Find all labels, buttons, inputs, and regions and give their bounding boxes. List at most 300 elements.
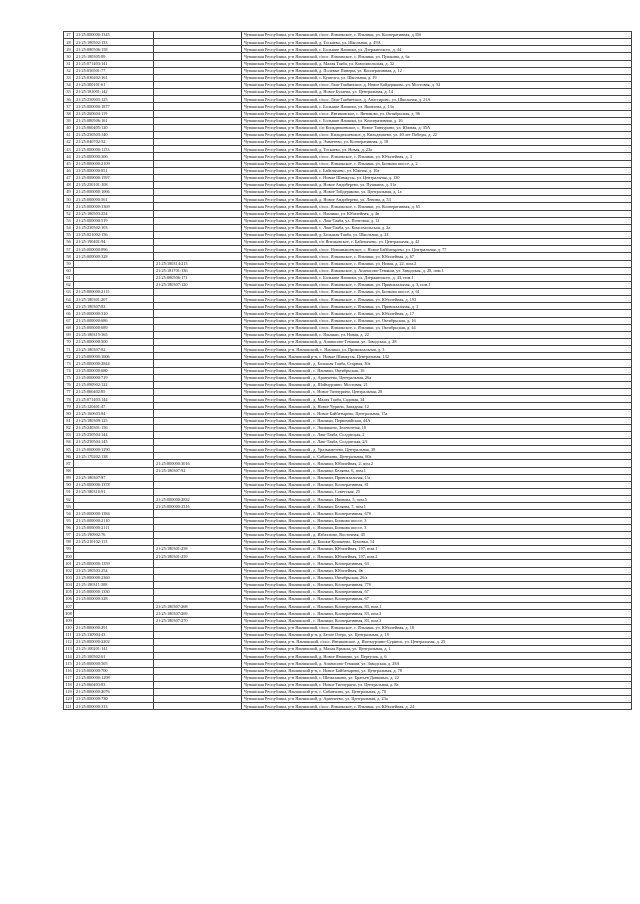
table-row [64, 117, 632, 124]
table-row [64, 446, 632, 453]
table-row [64, 196, 632, 203]
table-row [64, 681, 632, 688]
premises-cadastral-number-cell [154, 160, 242, 167]
address-cell: Чувашская Республика, р-н Яльчикский, с/пос. Яльчикское, с. Яльчики, ул. Кооперативная, д. 65 [242, 203, 632, 210]
address-cell: Чувашская Республика, р-н. Яльчикский, с/пос. Янтиковское, д. Иштмурзино-Суринск, ул. Центральная, д. 25 [242, 638, 632, 645]
address-cell: Чувашская Республика, Яльчикский , с. Яльчики, Советская, 25 [242, 489, 632, 496]
premises-cadastral-number-cell [154, 181, 242, 188]
cadastral-number-cell: 21:25:160603:84 [74, 410, 154, 417]
row-number-cell: 56 [64, 239, 74, 246]
premises-cadastral-number-cell [154, 417, 242, 424]
cadastral-number-cell: 21:25:000000:1606 [74, 353, 154, 360]
premises-cadastral-number-cell [154, 560, 242, 567]
cadastral-number-cell: 21:25:000000:313 [74, 703, 154, 710]
cadastral-number-cell: 21:25:080506:161 [74, 117, 154, 124]
cadastral-number-cell: 21:25:180503:254 [74, 210, 154, 217]
row-number-cell: 50 [64, 196, 74, 203]
row-number-cell: 98 [64, 538, 74, 545]
row-number-cell: 82 [64, 424, 74, 431]
row-number-cell: 49 [64, 189, 74, 196]
address-cell: Чувашская Республика, р-н Яльчикский, с/пос. Яльчикское, с. Яльчики, ул. Октябрьская, д. 44 [242, 324, 632, 331]
cadastral-number-cell: 21:25:000000:2844 [74, 360, 154, 367]
cadastral-number-cell: 21:25:000000:1330 [74, 588, 154, 595]
row-number-cell: 114 [65, 653, 72, 659]
table-row [64, 203, 632, 210]
row-number-cell: 58 [64, 253, 74, 260]
row-number-cell: 68 [64, 324, 74, 331]
cadastral-number-cell: 21:25:000000:2115 [74, 289, 154, 296]
table-row [64, 239, 632, 246]
premises-cadastral-number-cell [154, 196, 242, 203]
table-row [64, 246, 632, 253]
row-number-cell: 71 [64, 346, 74, 353]
premises-cadastral-number-cell [154, 446, 242, 453]
address-cell: Чувашская Республика, Яльчикский р-н, с. Новое Байбатырево, ул. Центральная, д. 78 [242, 667, 632, 674]
cadastral-number-cell: 21:25:130904:43 [74, 631, 154, 638]
row-number-cell: 93 [64, 503, 74, 510]
premises-cadastral-number-cell [154, 374, 242, 381]
table-row [64, 224, 632, 231]
table-row [64, 81, 632, 88]
cadastral-number-cell: 21:25:000000:1290 [74, 446, 154, 453]
cadastral-number-cell: 21:25:071403:144 [74, 396, 154, 403]
cadastral-number-cell: 21:25:170202:138 [74, 453, 154, 460]
premises-cadastral-number-cell [154, 674, 242, 681]
cadastral-number-cell: 21:25:180307:82 [74, 346, 154, 353]
premises-cadastral-number-cell [154, 39, 242, 46]
row-number-cell: 48 [64, 181, 74, 188]
row-number-cell: 108 [65, 610, 72, 616]
table-row [64, 60, 632, 67]
row-number-cell: 45 [64, 160, 74, 167]
address-cell: Чувашская Республика, р-н Яльчикский, с/пос. Кильдюшевское, д. Кильдюшево, ул. 40 лет Победы, д. 22 [242, 131, 632, 138]
cadastral-number-cell: 21:25:000000:291 [74, 624, 154, 631]
table-row [64, 253, 632, 260]
row-number-cell: 113 [65, 646, 72, 652]
cadastral-number-cell: 21:25:300101:61 [74, 81, 154, 88]
table-row [64, 389, 632, 396]
table-row [64, 124, 632, 131]
row-number-cell: 87 [64, 460, 74, 467]
table-row [64, 510, 632, 517]
address-cell: Чувашская Республика, р-н Яльчикский, с/пос. Яльчикское, с. Яльчики, ул. Привокзальная, д. 3, пом.1 [242, 281, 632, 288]
address-cell: Чувашская Республика, р-н Яльчикский, д. Новое Андиберево, ул. Ленина, д. 53 [242, 196, 632, 203]
address-cell: Чувашская Республика, Яльчикский , с. Яльчики, Юбилейная, 197, пом.2 [242, 553, 632, 560]
row-number-cell: 65 [64, 303, 74, 310]
cadastral-number-cell: 21:25:000000:2360 [74, 574, 154, 581]
cadastral-number-cell [74, 546, 154, 553]
cadastral-number-cell: 21:25:250101:108 [74, 181, 154, 188]
row-number-cell: 73 [64, 360, 74, 367]
address-cell: Чувашская Республика, Яльчикский , с. Яльчики, Бичкова шоссе, 3 [242, 524, 632, 531]
address-cell: Чувашская Республика, р-н Яльчикский, с. Большие Яльчики, ул. Кооперативная, д. 16 [242, 117, 632, 124]
address-cell: Чувашская Республика, Яльчикский , с. Яльчики, Юбилейная, 2, пом.2 [242, 460, 632, 467]
cadastral-number-cell: 21:25:000000:306 [74, 153, 154, 160]
address-cell: Чувашская Республика, р-н Яльчикский, с. Новое Тинчурино, ул. Центральная, д. 8а [242, 681, 632, 688]
row-number-cell: 78 [64, 396, 74, 403]
table-row [64, 103, 632, 110]
row-number-cell: 118 [65, 682, 72, 688]
table-row [64, 581, 632, 588]
cadastral-number-cell: 21:25:250504:144 [74, 431, 154, 438]
cadastral-number-cell: 21:25:250504:145 [74, 439, 154, 446]
premises-cadastral-number-cell [154, 581, 242, 588]
cadastral-number-cell [74, 460, 154, 467]
address-cell: Чувашская Республика, Яльчикский , с. Яльчики, Кооперативная, 63 [242, 560, 632, 567]
row-number-cell: 92 [64, 496, 74, 503]
table-row [64, 46, 632, 53]
table-row [64, 403, 632, 410]
address-cell: Чувашская Республика, Яльчикский р-н, с. Новые Шимкусы, Центральная, 132 [242, 353, 632, 360]
cadastral-number-cell: 21:25:250503:140 [74, 131, 154, 138]
table-row [64, 67, 632, 74]
table-row [64, 503, 632, 510]
premises-cadastral-number-cell [154, 32, 242, 39]
table-row [64, 424, 632, 431]
address-cell: Чувашская Республика, Яльчикский , с. Яльчики, Иванова, 5, пом.5 [242, 496, 632, 503]
cadastral-number-cell: 21:25:000000:700 [74, 667, 154, 674]
row-number-cell: 110 [65, 625, 72, 631]
premises-cadastral-number-cell [154, 210, 242, 217]
premises-cadastral-number-cell [154, 339, 242, 346]
premises-cadastral-number-cell [154, 117, 242, 124]
address-cell: Чувашская Республика, р-н Яльчикский, с. Яльчики, ул. Юбилейная, д. 4в [242, 210, 632, 217]
table-row [64, 346, 632, 353]
premises-cadastral-number-cell [154, 517, 242, 524]
cadastral-number-cell: 21:25:000000:1066 [74, 189, 154, 196]
table-row [64, 653, 632, 660]
address-cell: Чувашская Республика, р-н Яльчикский, с. Яльчики, ул. Новая, д. 22 [242, 331, 632, 338]
cadastral-number-cell: 21:25:230502:103 [74, 224, 154, 231]
row-number-cell: 66 [64, 310, 74, 317]
table-row [64, 396, 632, 403]
cadastral-number-cell: 21:25:100201:141 [74, 646, 154, 653]
row-number-cell: 112 [65, 639, 72, 645]
address-cell: Чувашская Республика, р-н Яльчикский, д. Апанасово-Темяши, ул. Заводская, д. 28 [242, 339, 632, 346]
premises-cadastral-number-cell: 21:25:180307:92 [154, 467, 242, 474]
address-cell: Чувашская Республика, Яльчикский , с. Яльчики, Кооперативная, 83, пом.1 [242, 603, 632, 610]
address-cell: Чувашская Республика, р-н Яльчикский, с. Шемалаково, ул. Братьев Данковых, д. 22 [242, 674, 632, 681]
address-cell: Чувашская Республика, Яльчикский , с. Яльчики, Юбилейная, 4в [242, 567, 632, 574]
address-cell: Чувашская Республика, р-н Яльчикский, с/пос. Яльчикское, с. Яльчики, ул. Бичкова шоссе, д. 61 [242, 289, 632, 296]
row-number-cell: 38 [64, 110, 74, 117]
premises-cadastral-number-cell [154, 153, 242, 160]
premises-cadastral-number-cell: 21:25:180307:270 [154, 617, 242, 624]
address-cell: Чувашская Республика, Яльчикский , д. Аранчеево, Центральная, 26а [242, 374, 632, 381]
row-number-cell: 94 [64, 510, 74, 517]
premises-cadastral-number-cell [154, 389, 242, 396]
table-row [64, 260, 632, 267]
row-number-cell: 79 [64, 403, 74, 410]
row-number-cell: 76 [64, 381, 74, 388]
premises-cadastral-number-cell [154, 638, 242, 645]
row-number-cell: 30 [64, 53, 74, 60]
premises-cadastral-number-cell [154, 53, 242, 60]
table-row [64, 660, 632, 667]
cadastral-number-cell: 21:25:000000:1369 [74, 203, 154, 210]
address-cell: Чувашская Республика, Яльчикский , с. Яльчики, Первомайская, 44А [242, 417, 632, 424]
premises-cadastral-number-cell: 21:25:000000:2316 [154, 503, 242, 510]
address-cell: Чувашская Республика, Яльчикский р-н, д. Белое Озеро, ул. Центральная, д. 19 [242, 631, 632, 638]
cadastral-number-cell: 21:25:190401:94 [74, 239, 154, 246]
cadastral-number-cell: 21:25:000000:500 [74, 339, 154, 346]
table-row [64, 96, 632, 103]
address-cell: Чувашская Республика, р-н Яльчикский, д. Полевые Пинеры, ул. Кооперативная, д. 12 [242, 67, 632, 74]
premises-cadastral-number-cell [154, 189, 242, 196]
row-number-cell: 109 [65, 617, 72, 623]
address-cell: Чувашская Республика, р-н Яльчикский, д. Новое Булаево, ул. Центральная, д. 14 [242, 89, 632, 96]
table-row [64, 489, 632, 496]
premises-cadastral-number-cell [154, 681, 242, 688]
table-row [64, 531, 632, 538]
premises-cadastral-number-cell [154, 367, 242, 374]
address-cell: Чувашская Республика, р-н Яльчикский, с/пос. Яльчикское, с. Яльчики, ул. Новая, д. 22, пом.2 [242, 260, 632, 267]
row-number-cell: 117 [65, 675, 72, 681]
premises-cadastral-number-cell [154, 46, 242, 53]
table-row [64, 74, 632, 81]
table-row [64, 303, 632, 310]
premises-cadastral-number-cell [154, 403, 242, 410]
row-number-cell: 43 [64, 146, 74, 153]
cadastral-number-cell [74, 281, 154, 288]
table-row [64, 153, 632, 160]
table-row [64, 631, 632, 638]
cadastral-number-cell: 21:25:000000:1298 [74, 674, 154, 681]
row-number-cell: 55 [64, 231, 74, 238]
address-cell: Чувашская Республика, Яльчикский , с. Яльчики, Октябрьская, 16 [242, 367, 632, 374]
table-row [64, 210, 632, 217]
table-row [64, 324, 632, 331]
address-cell: Чувашская Республика, р-н Яльчикский, д. Аранчеево, ул. Центральная, д. 23а [242, 696, 632, 703]
premises-cadastral-number-cell [154, 453, 242, 460]
row-number-cell: 29 [64, 46, 74, 53]
premises-cadastral-number-cell [154, 439, 242, 446]
cadastral-number-cell: 21:25:030202:161 [74, 74, 154, 81]
row-number-cell: 42 [64, 139, 74, 146]
table-row [64, 53, 632, 60]
cadastral-number-cell: 21:25:000000:719 [74, 374, 154, 381]
table-row [64, 496, 632, 503]
cadastral-number-cell: 21:25:000000:2111 [74, 524, 154, 531]
row-number-cell: 103 [65, 575, 72, 581]
premises-cadastral-number-cell [154, 110, 242, 117]
cadastral-number-cell: 21:25:060402:85 [74, 389, 154, 396]
row-number-cell: 77 [64, 389, 74, 396]
premises-cadastral-number-cell [154, 660, 242, 667]
premises-cadastral-number-cell [154, 289, 242, 296]
address-cell: Чувашская Республика, Яльчикский , с. Сабанчино, Центральная, 60а [242, 453, 632, 460]
premises-cadastral-number-cell [154, 67, 242, 74]
address-cell: Чувашская Республика, Яльчикский , с. Яльчики, Кооперативная, 81 [242, 481, 632, 488]
premises-cadastral-number-cell [154, 381, 242, 388]
row-number-cell: 54 [64, 224, 74, 231]
table-row [64, 617, 632, 624]
cadastral-number-cell: 21:25:000000:1378 [74, 481, 154, 488]
table-row [64, 267, 632, 274]
premises-cadastral-number-cell [154, 81, 242, 88]
address-cell: Чувашская Республика, Яльчикский р-н, с. Сабанчино, ул. Центральная, д. 70 [242, 688, 632, 695]
address-cell: Чувашская Республика, р-н Яльчикский, с/пос. Яльчикское, с. Яльчики, ул. Юбилейная, д. 18 [242, 624, 632, 631]
address-cell: Чувашская Республика, р-н Яльчикский, д. Малая Таяба, ул. Комсомольская, д. 32 [242, 60, 632, 67]
address-cell: Чувашская Республика, Яльчикский , с. Яльчики, Октябрьская, 26/а [242, 574, 632, 581]
table-row [64, 517, 632, 524]
premises-cadastral-number-cell [154, 624, 242, 631]
cadastral-number-cell: 21:25:000000:519 [74, 217, 154, 224]
cadastral-number-cell [74, 553, 154, 560]
row-number-cell: 44 [64, 153, 74, 160]
row-number-cell: 40 [64, 124, 74, 131]
row-number-cell: 105 [65, 589, 72, 595]
cadastral-number-cell: 21:25:250903:125 [74, 96, 154, 103]
row-number-cell: 35 [64, 89, 74, 96]
premises-cadastral-number-cell: 21:25:180301:258 [154, 546, 242, 553]
table-row [64, 374, 632, 381]
cadastral-number-cell: 21:25:120401:47 [74, 403, 154, 410]
row-number-cell: 107 [65, 603, 72, 609]
table-row [64, 667, 632, 674]
table-row [64, 674, 632, 681]
cadastral-number-cell [74, 496, 154, 503]
table-row [64, 289, 632, 296]
row-number-cell: 74 [64, 367, 74, 374]
cadastral-number-cell: 21:25:180309:125 [74, 417, 154, 424]
premises-cadastral-number-cell [154, 481, 242, 488]
row-number-cell: 32 [64, 67, 74, 74]
premises-cadastral-number-cell: 21:25:000000:3016 [154, 460, 242, 467]
premises-cadastral-number-cell [154, 396, 242, 403]
table-row [64, 596, 632, 603]
address-cell: Чувашская Республика, р-н Яльчикский, с/пос. Лаш-Таябинское, д. Новое Байдеряково, ул. Мостовая, д. 52 [242, 81, 632, 88]
cadastral-number-cell: 21:25:180315:165 [74, 331, 154, 338]
cadastral-number-cell [74, 617, 154, 624]
table-row [64, 217, 632, 224]
cadastral-number-cell: 21:25:190902:76 [74, 531, 154, 538]
table-row [64, 546, 632, 553]
row-number-cell: 116 [65, 667, 72, 673]
address-cell: Чувашская Республика, Яльчикский , с. Лаш-Таяба, Солдатская, 2/1 [242, 439, 632, 446]
premises-cadastral-number-cell: 21:25:180307:269 [154, 610, 242, 617]
address-cell: Чувашская Республика, Яльчикский , д. Избахтино, Восточная, 45 [242, 531, 632, 538]
premises-cadastral-number-cell [154, 538, 242, 545]
cadastral-number-cell: 21:25:000000:2110 [74, 517, 154, 524]
cadastral-number-cell: 21:25:100502:61 [74, 653, 154, 660]
cadastral-number-cell: 21:25:180311:308 [74, 581, 154, 588]
table-row [64, 431, 632, 438]
premises-cadastral-number-cell [154, 524, 242, 531]
table-row [64, 603, 632, 610]
table-row [64, 181, 632, 188]
row-number-cell: 70 [64, 339, 74, 346]
table-row [64, 296, 632, 303]
cadastral-number-cell [74, 467, 154, 474]
premises-cadastral-number-cell: 21:25:181701:136 [154, 267, 242, 274]
row-number-cell: 72 [64, 353, 74, 360]
address-cell: Чувашская Республика, р-н Яльчикский, с/пос. Яльчикское, с. Яльчики, ул. Юбилейная, д. 17 [242, 310, 632, 317]
row-number-cell: 95 [64, 517, 74, 524]
table-row [64, 174, 632, 181]
address-cell: Чувашская Республика, р-н Яльчикский, с. Лаш-Таяба, ул. Почтовая, д. 12 [242, 217, 632, 224]
address-cell: Чувашская Республика, р-н Яльчикский, д. Тоскаево, ул. Новая, д. 23а [242, 146, 632, 153]
cadastral-number-cell: 21:25:040702:52 [74, 139, 154, 146]
address-cell: Чувашская Республика, Яльчикский , д. Большая Таяба, Старная, 30а [242, 360, 632, 367]
premises-cadastral-number-cell [154, 567, 242, 574]
cadastral-number-cell: 21:25:080506:158 [74, 46, 154, 53]
table-row [64, 474, 632, 481]
cadastral-number-cell: 21:25:000000:310 [74, 310, 154, 317]
address-cell: Чувашская Республика, р-н Яльчикский, д. Эмметево, ул. Кооперативная, д. 18 [242, 139, 632, 146]
row-number-cell: 121 [65, 703, 72, 709]
premises-cadastral-number-cell: 21:25:180314:215 [154, 260, 242, 267]
cadastral-number-cell: 21:25:060403:83 [74, 681, 154, 688]
address-cell: Чувашская Республика, р-н Яльчикский, д. Новое Андиберево, ул. Пушкина, д. 31а [242, 181, 632, 188]
row-number-cell: 62 [64, 281, 74, 288]
cadastral-number-cell: 21:25:000000:1384 [74, 510, 154, 517]
row-number-cell: 60 [64, 267, 74, 274]
address-cell: Чувашская Республика, р-н Яльчикский, с/пос. Яльчикское, д. Апанасово-Темяши, ул. Заводская, д. 28, пом.1 [242, 267, 632, 274]
row-number-cell: 88 [64, 467, 74, 474]
cadastral-number-cell: 21:25:210102:115 [74, 538, 154, 545]
row-number-cell: 51 [64, 203, 74, 210]
table-row [64, 353, 632, 360]
cadastral-number-cell: 21:25:000000:689 [74, 324, 154, 331]
row-number-cell: 63 [64, 289, 74, 296]
table-row [64, 32, 632, 39]
address-cell: Чувашская Республика, р-н Яльчикский, д. Тоскаево, ул. Школьная, д. 49А [242, 39, 632, 46]
address-cell: Чувашская Республика, Яльчикский , д. Кошки-Куликеево, Бумовка, 14 [242, 538, 632, 545]
address-cell: Чувашская Республика, р-н Яльчикский, с. Байглычево, ул. Южная, д. 10а [242, 167, 632, 174]
address-cell: Чувашская Республика, р-н Яльчикский, д. Апанасово-Темяши, ул. Заводская, д. 28А [242, 660, 632, 667]
premises-cadastral-number-cell [154, 324, 242, 331]
cadastral-number-cell: 21:25:000000:1359 [74, 560, 154, 567]
address-cell: Чувашская Республика, р-н Яльчикский, с/п Янтиковское, с. Байглычево, ул. Центральная, д. 42 [242, 239, 632, 246]
row-number-cell: 81 [64, 417, 74, 424]
premises-cadastral-number-cell [154, 631, 242, 638]
cadastral-number-cell: 21:25:000000:1597 [74, 174, 154, 181]
table-row [64, 160, 632, 167]
address-cell: Чувашская Республика, Яльчикский , д. Шаймурзино, Мостовая, 21 [242, 381, 632, 388]
premises-cadastral-number-cell [154, 131, 242, 138]
premises-cadastral-number-cell [154, 296, 242, 303]
address-cell: Чувашская Республика, р-н Яльчикский, д. Новое Тойдеряково, ул. Центральная, д. 1а [242, 189, 632, 196]
table-row [64, 310, 632, 317]
cadastral-number-cell: 21:25:000000:851 [74, 167, 154, 174]
row-number-cell: 96 [64, 524, 74, 531]
address-cell: Чувашская Республика, р-н Яльчикский, с/пос. Яльчикское, с. Яльчики, ул. Юбилейная, д. 193 [242, 296, 632, 303]
premises-cadastral-number-cell [154, 60, 242, 67]
table-row [64, 146, 632, 153]
table-row [64, 538, 632, 545]
address-cell: Чувашская Республика, Яльчикский , с. Новое Тинчурино, Центральная, 20 [242, 389, 632, 396]
table-row [64, 89, 632, 96]
cadastral-number-cell: 21:25:050501:77 [74, 67, 154, 74]
premises-cadastral-number-cell [154, 353, 242, 360]
cadastral-number-cell: 21:25:180502:133 [74, 39, 154, 46]
row-number-cell: 104 [65, 582, 72, 588]
table-row [64, 331, 632, 338]
address-cell: Чувашская Республика, р-н Яльчикский, с/п Кильдюшевское, с. Новое Тинчурино, ул. Южная, д. 35А [242, 124, 632, 131]
row-number-cell: 64 [64, 296, 74, 303]
row-number-cell: 69 [64, 331, 74, 338]
premises-cadastral-number-cell [154, 510, 242, 517]
table-row [64, 231, 632, 238]
premises-cadastral-number-cell [154, 89, 242, 96]
cadastral-number-cell [74, 267, 154, 274]
table-row [64, 524, 632, 531]
address-cell: Чувашская Республика, Яльчикский , с. Яльчики, Кооперативная, 67 [242, 596, 632, 603]
cadastral-number-cell: 21:25:180301:207 [74, 296, 154, 303]
cadastral-number-cell: 21:25:180307:87 [74, 474, 154, 481]
address-cell: Чувашская Республика, р-н Яльчикский, д. Новое Янашево, ул. Переулок, д. 6 [242, 653, 632, 660]
